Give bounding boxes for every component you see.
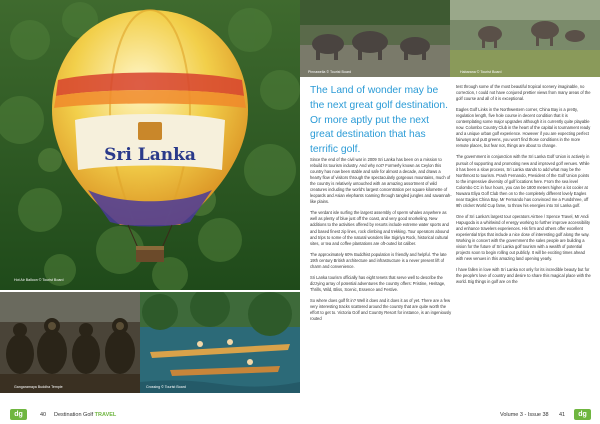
elephants-river-illustration bbox=[300, 0, 450, 77]
balloon-photo-caption: Hot Air Balloon © Tourist Board bbox=[14, 278, 64, 282]
column-2-paragraph: One of Sri Lanka's largest tour operators AirSee / Spence Travel, Mr Andi Hapugoda is a whirlwind of energy working to further improve accessibility and enhance travelers experiences. His firm and others offer excellent experiential trips that include a nice dose of interesting golf along the way. Working in concert with the government the sales people are building a vision for the future of Sri Lanka golf tourism with a wealth of potential projects soon to begin rolling out publicly. It will be exciting times ahead with new venues in this amazing land opening yearly. bbox=[456, 213, 591, 262]
buddha-temple-photo bbox=[0, 292, 140, 393]
balloon-illustration bbox=[0, 0, 300, 290]
pinnawella-elephants-photo bbox=[300, 0, 450, 77]
column-1-paragraph: So where does golf fit in? Well it does and it does it as of yet. There are a few very interesting tracks scattered around the country that are quite worth the effort to get to. Victoria Golf and Country Resort for instance, is an ingeniously routed bbox=[310, 297, 452, 322]
column-2-paragraph: test through some of the most beautiful tropical scenery imaginable, no correction, I could not have conjured prettier views from many areas of the golf course and all of it is exceptional. bbox=[456, 84, 591, 102]
buddha-statues-illustration bbox=[0, 292, 140, 393]
column-2-paragraph: The government in conjunction with the Sri Lanka Golf Union is actively in pursuit of supporting and promoting new and improved golf venues. While it has been a slow process, Sri Lanka stands to add what may be the Northmost to tourism. Prash Fernando, President of the Golf Union points to the impressive diversity of golf locations here. From the sea level Colombo CC in four hours, you can be 1800 meters higher a lot cooler at Nuwara Eliya Golf Club then on to the completely different lovely Eagles near Eagles China Bay. Mr Fernando has convinced me a Fundshree, off 9th cricket World Cup fame, to throw his energies into Sri Lanka golf. bbox=[456, 154, 590, 208]
right-page-number: 41 bbox=[559, 412, 566, 418]
article-column-1 bbox=[310, 157, 452, 322]
column-1-paragraph: The verdant isle surfing the largest assembly of sperm whales anywhere as well as plenty of blue just off the coast, and very good snorkeling. New additions to the activities offered by resorts include extreme water sports and and based finest zip lines, rock climbing and trekking. Tour operators abound and trips to some of the natural wonders like Sigiriya Rock, historical cultural sites, or tea and coffee plantations are oft-outed lot caliber. bbox=[310, 210, 449, 246]
column-1-paragraph: Sri Lanka tourism officially has eight tenets that serve well to describe the dizzying array of potential adventures the country offers: Pristine, Heritage, Thrills, Wild, Bliss, Scenic, Essence and Festive. bbox=[310, 274, 446, 292]
hot-air-balloon-photo bbox=[0, 0, 300, 290]
balloon-logo-text: Sri Lanka bbox=[104, 145, 196, 165]
column-1-paragraph: Since the end of the civil war in 2009 Sri Lanka has been on a mission to rebuild its tourism industry. And why not? Formerly known as Ceylon this country has now been stable and safe for almost a decade, and draws a hearty flow of visitors through the spectacularly gorgeous mountains, much of the country is relatively untouched with an amazing assortment of wild creatures including the world's largest concentration per square kilometre of leopards and Asian elephants roaming through tangled jungles and savannah-like plains. bbox=[310, 157, 452, 205]
right-page bbox=[300, 0, 600, 424]
article-column-2 bbox=[456, 84, 592, 285]
column-2-paragraph: Eagles Golf Links in the Northwestern corner, China Bay is a pretty, regulation length, five hole course in decent condition that it is contemplating some major upgrades although it is currently quite playable now. Colombo Country Club in the heart of the capital is tournament ready and a unique urban golf experience. However if you are expecting perfect fairways and putt greens, you won't find those conditions in the more remote places, but fear not, things are about to change. bbox=[456, 107, 591, 149]
habarana-elephants-photo bbox=[450, 0, 600, 77]
left-page-number: 40 bbox=[40, 412, 47, 418]
habarana-photo-caption: Habarana © Tourist Board bbox=[460, 70, 502, 74]
crossing-photo-caption: Crossing © Tourist Board bbox=[146, 385, 186, 389]
left-footer bbox=[0, 406, 300, 424]
river-crossing-illustration bbox=[140, 292, 300, 393]
right-footer bbox=[300, 406, 600, 424]
pinnawella-photo-caption: Pinnawella © Tourist Board bbox=[308, 70, 352, 74]
destination-golf-logo: dg bbox=[10, 409, 27, 420]
buddha-photo-caption: Gangaramaya Buddha Temple bbox=[14, 385, 63, 389]
article-headline: The Land of wonder may be the next great golf destination. Or more aptly put the next great destination that has terrific golf. bbox=[310, 85, 448, 156]
destination-golf-logo-right: dg bbox=[574, 409, 591, 420]
publication-accent: TRAVEL bbox=[94, 412, 117, 418]
volume-issue: Volume 3 - Issue 38 bbox=[500, 412, 549, 418]
publication-name bbox=[54, 412, 116, 418]
elephants-field-illustration bbox=[450, 0, 600, 77]
crossing-photo bbox=[140, 292, 300, 393]
column-2-paragraph: I have fallen in love with Sri Lanka not only for its incredible beauty but for the people's love of country and desire to share this magical place with the world. Big things in golf are on the bbox=[456, 267, 591, 285]
column-1-paragraph: The approximately 60% Buddhist population is friendly and helpful. The late 19th century British architecture and infrastructure is a never present lift of charm and convenience. bbox=[310, 251, 447, 269]
publication-title: Destination Golf bbox=[54, 412, 94, 418]
